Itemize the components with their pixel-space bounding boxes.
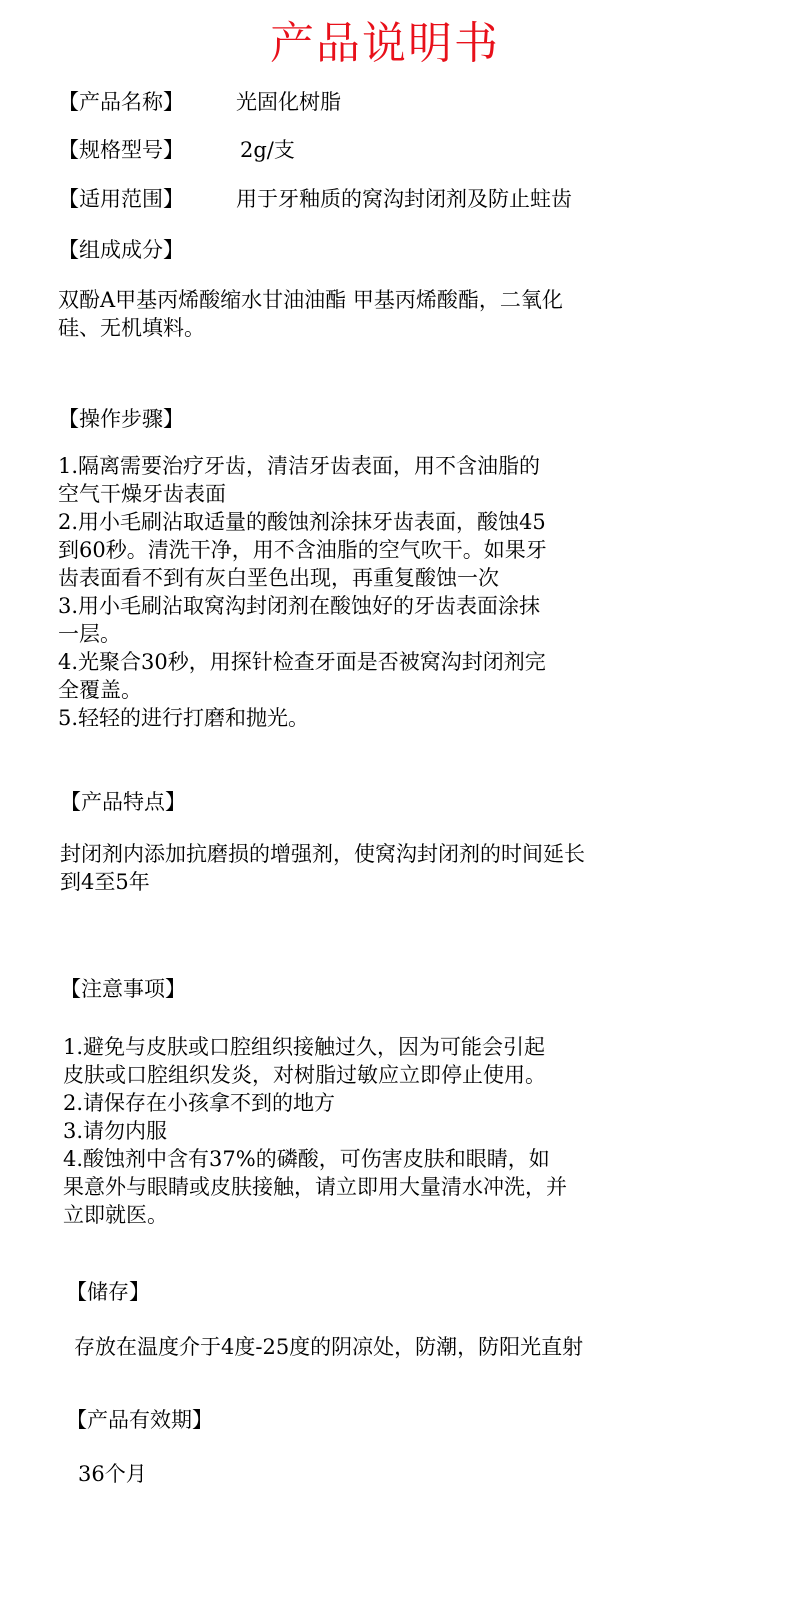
caution-line: 4.酸蚀剂中含有37%的磷酸，可伤害皮肤和眼睛，如 bbox=[63, 1147, 550, 1171]
step-line: 空气干燥牙齿表面 bbox=[58, 482, 226, 506]
steps-heading: 【操作步骤】 bbox=[58, 407, 184, 431]
cautions-heading: 【注意事项】 bbox=[60, 977, 186, 1001]
features-line: 封闭剂内添加抗磨损的增强剂，使窝沟封闭剂的时间延长 bbox=[60, 842, 585, 866]
features-text bbox=[60, 840, 585, 896]
cautions-text bbox=[63, 1033, 567, 1229]
composition-line: 硅、无机填料。 bbox=[58, 316, 205, 340]
composition-text bbox=[58, 286, 563, 342]
steps-text bbox=[58, 452, 547, 732]
spec-value: 2g/支 bbox=[240, 138, 295, 162]
storage-value: 存放在温度介于4度-25度的阴凉处，防潮，防阳光直射 bbox=[74, 1335, 584, 1359]
storage-heading: 【储存】 bbox=[66, 1280, 150, 1304]
step-line: 3.用小毛刷沾取窝沟封闭剂在酸蚀好的牙齿表面涂抹 bbox=[58, 594, 541, 618]
scope-heading: 【适用范围】 bbox=[58, 187, 184, 211]
scope-value: 用于牙釉质的窝沟封闭剂及防止蛀齿 bbox=[236, 187, 572, 211]
validity-heading: 【产品有效期】 bbox=[66, 1408, 213, 1432]
features-heading: 【产品特点】 bbox=[60, 790, 186, 814]
step-line: 2.用小毛刷沾取适量的酸蚀剂涂抹牙齿表面，酸蚀45 bbox=[58, 510, 546, 534]
caution-line: 2.请保存在小孩拿不到的地方 bbox=[63, 1091, 336, 1115]
composition-line: 双酚A甲基丙烯酸缩水甘油油酯 甲基丙烯酸酯，二氧化 bbox=[58, 288, 563, 312]
caution-line: 1.避免与皮肤或口腔组织接触过久，因为可能会引起 bbox=[63, 1035, 546, 1059]
caution-line: 立即就医。 bbox=[63, 1203, 168, 1227]
step-line: 全覆盖。 bbox=[58, 678, 142, 702]
composition-heading: 【组成成分】 bbox=[58, 238, 184, 262]
caution-line: 3.请勿内服 bbox=[63, 1119, 168, 1143]
step-line: 一层。 bbox=[58, 622, 121, 646]
step-line: 4.光聚合30秒，用探针检查牙面是否被窝沟封闭剂完 bbox=[58, 650, 546, 674]
step-line: 5.轻轻的进行打磨和抛光。 bbox=[58, 706, 310, 730]
validity-value: 36个月 bbox=[78, 1462, 147, 1486]
product-name-heading: 【产品名称】 bbox=[58, 90, 184, 114]
step-line: 1.隔离需要治疗牙齿，清洁牙齿表面，用不含油脂的 bbox=[58, 454, 541, 478]
page-title: 产品说明书 bbox=[270, 18, 500, 69]
spec-heading: 【规格型号】 bbox=[58, 138, 184, 162]
features-line: 到4至5年 bbox=[60, 870, 150, 894]
caution-line: 皮肤或口腔组织发炎，对树脂过敏应立即停止使用。 bbox=[63, 1063, 546, 1087]
step-line: 齿表面看不到有灰白垩色出现，再重复酸蚀一次 bbox=[58, 566, 499, 590]
product-name-value: 光固化树脂 bbox=[236, 90, 341, 114]
caution-line: 果意外与眼睛或皮肤接触，请立即用大量清水冲洗，并 bbox=[63, 1175, 567, 1199]
step-line: 到60秒。清洗干净，用不含油脂的空气吹干。如果牙 bbox=[58, 538, 547, 562]
